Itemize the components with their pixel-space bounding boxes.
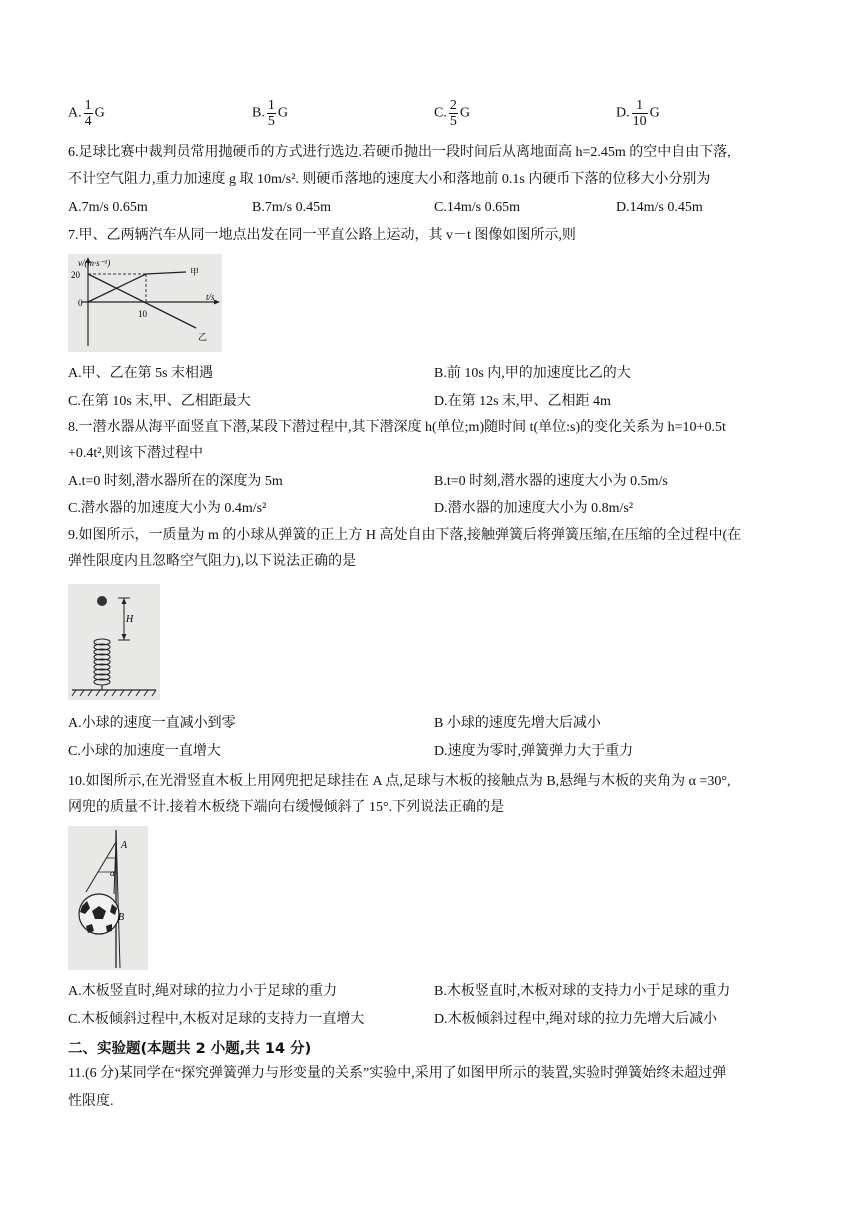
q8-option-a: A.t=0 时刻,潜水器所在的深度为 5m	[68, 474, 283, 489]
q7-option-c: C.在第 10s 末,甲、乙相距最大	[68, 394, 251, 409]
q9-spring	[94, 639, 110, 690]
q8-option-b: B.t=0 时刻,潜水器的速度大小为 0.5m/s	[434, 474, 668, 489]
q8-stem-line2: +0.4t²,则该下潜过程中	[68, 446, 203, 461]
q7-option-b: B.前 10s 内,甲的加速度比乙的大	[434, 366, 631, 381]
q10-option-d: D.木板倾斜过程中,绳对球的拉力先增大后减小	[434, 1012, 718, 1027]
q10-option-c: C.木板倾斜过程中,木板对足球的支持力一直增大	[68, 1012, 365, 1027]
q5-option-b: B. $\frac{1}{5}$ G	[252, 98, 288, 129]
q6-stem-line2: 不计空气阻力,重力加速度 g 取 10m/s². 则硬币落地的速度大小和落地前 0.1s 内硬币下落的位移大小分别为	[68, 172, 711, 187]
q10-stem-line2: 网兜的质量不计.接着木板绕下端向右缓慢倾斜了 15°.下列说法正确的是	[68, 800, 505, 815]
q9-stem-line1: 9.如图所示，一质量为 m 的小球从弹簧的正上方 H 高处自由下落,接触弹簧后将弹簧压缩,在压缩的全过程中(在	[68, 528, 742, 543]
q6-option-a: A.7m/s 0.65m	[68, 200, 148, 215]
q8-option-c: C.潜水器的加速度大小为 0.4m/s²	[68, 501, 267, 516]
q8-stem-line1: 8.一潜水器从海平面竖直下潜,某段下潜过程中,其下潜深度 h(单位;m)随时间 t(单位:s)的变化关系为 h=10+0.5t	[68, 420, 726, 435]
q9-option-a: A.小球的速度一直减小到零	[68, 716, 236, 731]
q6-option-c: C.14m/s 0.65m	[434, 200, 520, 215]
q9-spring-figure	[68, 584, 160, 700]
section-title: 二、实验题(本题共 2 小题,共 14 分)	[68, 1041, 312, 1057]
q7-label-yi: 乙	[198, 333, 208, 343]
q7-line-yi	[88, 274, 196, 328]
q9-stem-line2: 弹性限度内且忽略空气阻力),以下说法正确的是	[68, 554, 357, 569]
q9-option-d: D.速度为零时,弹簧弹力大于重力	[434, 744, 634, 759]
q9-label-h: H	[126, 614, 134, 625]
q7-tick-20: 20	[71, 270, 80, 280]
q9-option-c: C.小球的加速度一直增大	[68, 744, 221, 759]
q7-tick-10: 10	[138, 309, 147, 319]
q8-option-d: D.潜水器的加速度大小为 0.8m/s²	[434, 501, 634, 516]
q10-football-figure	[68, 826, 148, 970]
q6-option-b: B.7m/s 0.45m	[252, 200, 331, 215]
q7-option-d: D.在第 12s 末,甲、乙相距 4m	[434, 394, 611, 409]
q11-stem-line2: 性限度.	[68, 1094, 114, 1109]
q6-stem-line1: 6.足球比赛中裁判员常用抛硬币的方式进行选边.若硬币抛出一段时间后从离地面高 h=2.45m 的空中自由下落,	[68, 145, 731, 160]
q5-option-c: C. $\frac{2}{5}$ G	[434, 98, 470, 129]
q7-stem: 7.甲、乙两辆汽车从同一地点出发在同一平直公路上运动，其 v－t 图像如图所示,则	[68, 228, 576, 243]
q7-origin: 0	[78, 298, 83, 308]
q10-label-alpha: α	[110, 868, 115, 878]
q10-rope	[86, 842, 116, 892]
q5-option-d: D. $\frac{1}{10}$ G	[616, 98, 660, 129]
q7-line-jia	[88, 272, 186, 302]
q7-ylabel: v/(m·s⁻¹)	[78, 258, 111, 268]
q5-option-a: A. $\frac{1}{4}$ G	[68, 98, 105, 129]
q7-label-jia: 甲	[190, 268, 200, 278]
q10-label-a: A	[121, 840, 128, 851]
q10-option-b: B.木板竖直时,木板对球的支持力小于足球的重力	[434, 984, 731, 999]
q10-stem-line1: 10.如图所示,在光滑竖直木板上用网兜把足球挂在 A 点,足球与木板的接触点为 B,悬绳与木板的夹角为 α =30°,	[68, 774, 731, 789]
q7-xlabel: t/s	[206, 292, 215, 302]
q7-vt-graph	[68, 254, 222, 352]
q11-stem-line1: 11.(6 分)某同学在“探究弹簧弹力与形变量的关系”实验中,采用了如图甲所示的装置,实验时弹簧始终未超过弹	[68, 1066, 727, 1081]
q10-label-b: B	[118, 912, 125, 923]
q9-option-b: B 小球的速度先增大后减小	[434, 716, 601, 731]
q6-option-d: D.14m/s 0.45m	[616, 200, 703, 215]
q10-option-a: A.木板竖直时,绳对球的拉力小于足球的重力	[68, 984, 338, 999]
q9-ball	[97, 596, 107, 606]
q7-option-a: A.甲、乙在第 5s 末相遇	[68, 366, 214, 381]
